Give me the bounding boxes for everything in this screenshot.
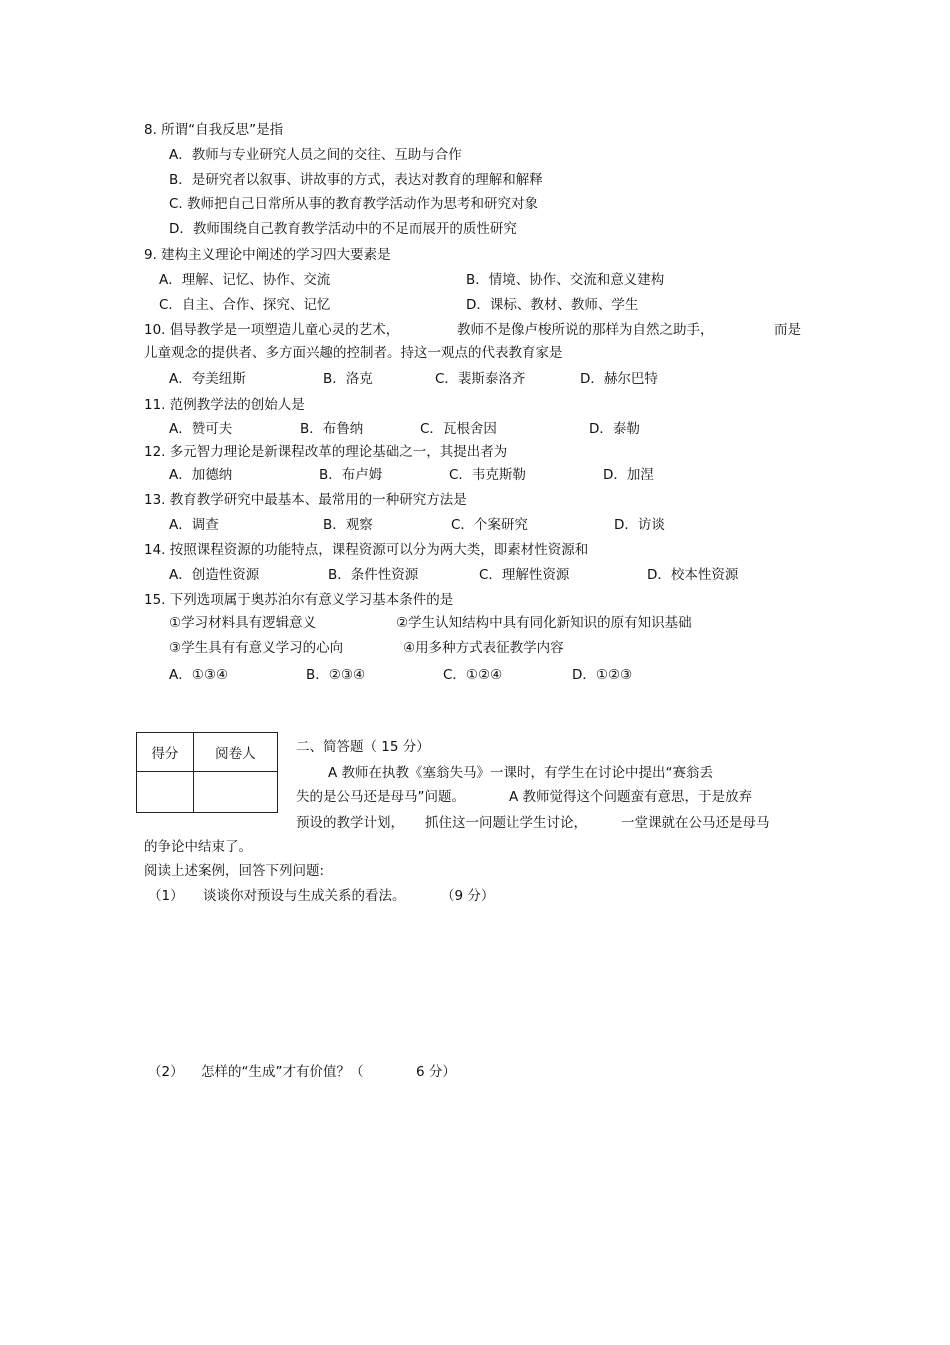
- sub-question-2-text: 怎样的“生成”才有价值？（: [201, 1064, 364, 1080]
- q10-option-c: C．裴斯泰洛齐: [435, 371, 526, 387]
- q15-option-c: C．①②④: [443, 667, 503, 683]
- q13-option-b: B．观察: [323, 517, 373, 533]
- case-line-2b: A 教师觉得这个问题蛮有意思，于是放弃: [509, 789, 753, 805]
- q11-option-b: B．布鲁纳: [300, 421, 364, 437]
- q8-option-d: D．教师围绕自己教育教学活动中的不足而展开的质性研究: [169, 221, 517, 237]
- q10-option-b: B．洛克: [323, 371, 373, 387]
- sub-question-2-number: （2）: [148, 1064, 184, 1080]
- q15-option-d: D．①②③: [572, 667, 633, 683]
- q8-option-c: C. 教师把自己日常所从事的教育教学活动作为思考和研究对象: [169, 196, 539, 212]
- sub-question-1-score: （9 分）: [441, 888, 495, 904]
- q10-stem-part1: 10. 倡导教学是一项塑造儿童心灵的艺术，: [144, 322, 400, 338]
- q14-option-a: A．创造性资源: [169, 567, 260, 583]
- q9-option-a: A．理解、记忆、协作、交流: [159, 272, 331, 288]
- case-line-4: 的争论中结束了。: [144, 839, 252, 855]
- q14-option-d: D．校本性资源: [647, 567, 739, 583]
- q15-stem: 15. 下列选项属于奥苏泊尔有意义学习基本条件的是: [144, 592, 454, 608]
- q11-stem: 11. 范例教学法的创始人是: [144, 397, 305, 413]
- case-line-2a: 失的是公马还是母马”问题。: [296, 789, 465, 805]
- q8-stem: 8. 所谓“自我反思”是指: [144, 122, 284, 138]
- q8-option-b: B．是研究者以叙事、讲故事的方式，表达对教育的理解和解释: [169, 172, 543, 188]
- q14-option-c: C．理解性资源: [479, 567, 570, 583]
- q8-option-a: A．教师与专业研究人员之间的交往、互助与合作: [169, 147, 462, 163]
- q14-option-b: B．条件性资源: [328, 567, 419, 583]
- q15-condition-3: ③学生具有有意义学习的心向: [169, 640, 344, 656]
- q15-option-a: A．①③④: [169, 667, 229, 683]
- q13-option-a: A．调查: [169, 517, 219, 533]
- sub-question-1-text: 谈谈你对预设与生成关系的看法。: [203, 888, 406, 904]
- q15-option-b: B．②③④: [306, 667, 366, 683]
- q10-option-d: D．赫尔巴特: [580, 371, 658, 387]
- q12-stem: 12. 多元智力理论是新课程改革的理论基础之一，其提出者为: [144, 444, 508, 460]
- score-label: 得分: [137, 733, 194, 772]
- q9-stem: 9. 建构主义理论中阐述的学习四大要素是: [144, 247, 391, 263]
- q12-option-c: C．韦克斯勒: [449, 467, 526, 483]
- q9-option-b: B．情境、协作、交流和意义建构: [466, 272, 665, 288]
- q10-option-a: A．夸美纽斯: [169, 371, 246, 387]
- q15-condition-2: ②学生认知结构中具有同化新知识的原有知识基础: [396, 615, 692, 631]
- q13-option-c: C．个案研究: [451, 517, 528, 533]
- score-box: [136, 732, 278, 813]
- q15-condition-1: ①学习材料具有逻辑意义: [169, 615, 317, 631]
- q13-option-d: D．访谈: [614, 517, 665, 533]
- q9-option-c: C．自主、合作、探究、记忆: [159, 297, 331, 313]
- case-line-3b: 抓住这一问题让学生讨论，: [425, 815, 587, 831]
- q14-stem: 14. 按照课程资源的功能特点，课程资源可以分为两大类，即素材性资源和: [144, 542, 589, 558]
- q15-condition-4: ④用多种方式表征教学内容: [403, 640, 564, 656]
- q12-option-a: A．加德纳: [169, 467, 233, 483]
- grader-cell: [193, 772, 277, 813]
- q12-option-d: D．加涅: [603, 467, 654, 483]
- case-line-3a: 预设的教学计划，: [296, 815, 404, 831]
- q12-option-b: B．布卢姆: [319, 467, 383, 483]
- q11-option-d: D．泰勒: [589, 421, 640, 437]
- q13-stem: 13. 教育教学研究中最基本、最常用的一种研究方法是: [144, 492, 467, 508]
- case-line-1: A 教师在执教《塞翁失马》一课时，有学生在讨论中提出“赛翁丢: [328, 765, 714, 781]
- q11-option-a: A．赞可夫: [169, 421, 233, 437]
- sub-question-1-number: （1）: [148, 888, 184, 904]
- q11-option-c: C．瓦根舍因: [420, 421, 497, 437]
- q9-option-d: D．课标、教材、教师、学生: [466, 297, 639, 313]
- q10-stem-line2: 儿童观念的提供者、多方面兴趣的控制者。持这一观点的代表教育家是: [144, 345, 563, 361]
- q10-stem-part3: 而是: [774, 322, 801, 338]
- grader-label: 阅卷人: [193, 733, 277, 772]
- q10-stem-part2: 教师不是像卢梭所说的那样为自然之助手，: [457, 322, 714, 338]
- sub-question-2-score: 6 分）: [416, 1064, 456, 1080]
- case-line-3c: 一堂课就在公马还是母马: [621, 815, 770, 831]
- instruction: 阅读上述案例，回答下列问题:: [144, 863, 325, 879]
- section2-title: 二、简答题（ 15 分）: [296, 739, 430, 755]
- score-cell: [137, 772, 194, 813]
